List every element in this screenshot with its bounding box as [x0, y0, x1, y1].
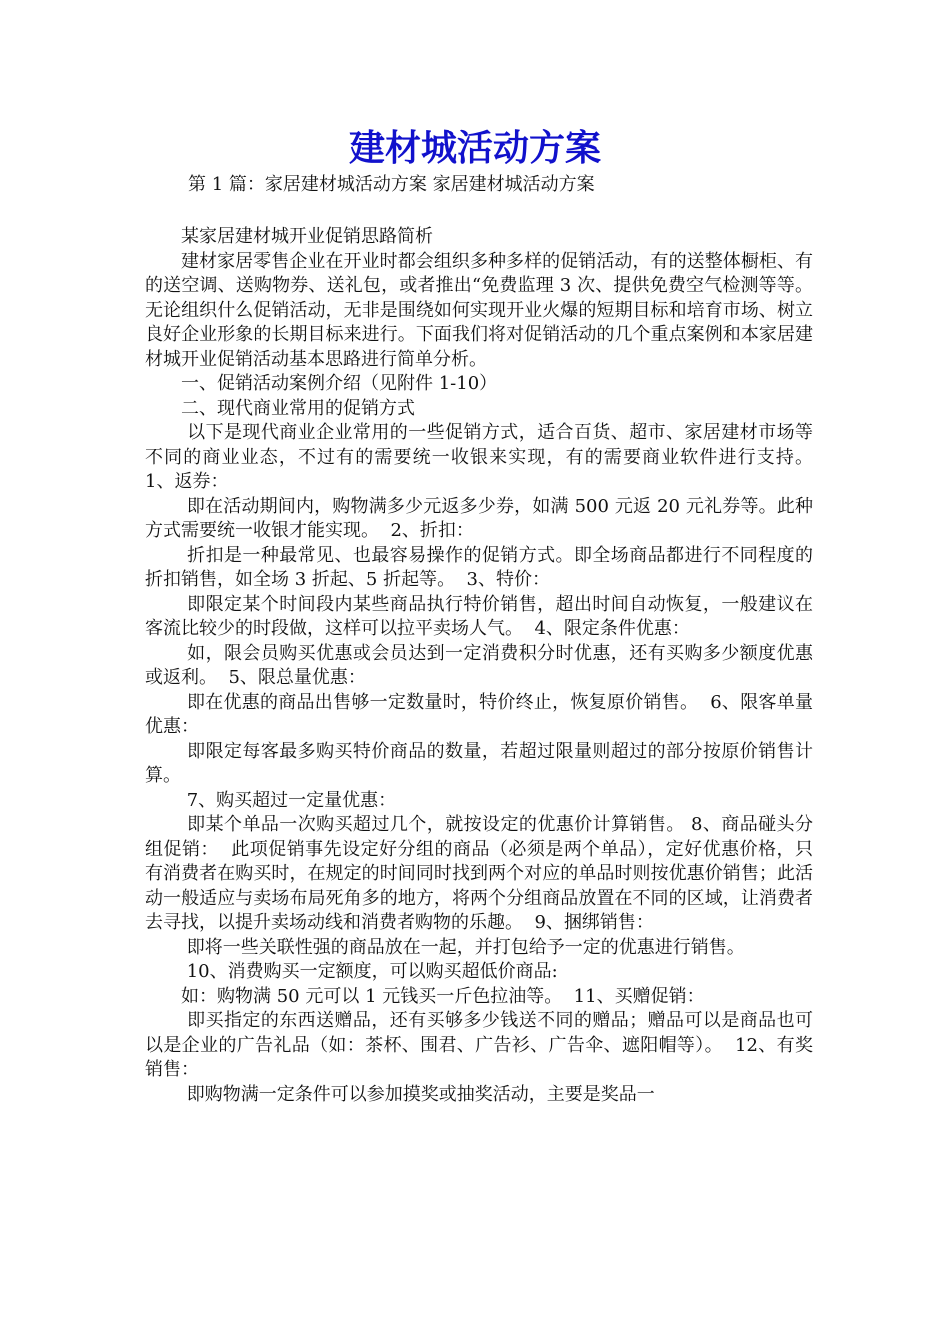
paragraph: 即限定每客最多购买特价商品的数量，若超过限量则超过的部分按原价销售计算。: [145, 740, 813, 786]
paragraph: 以下是现代商业企业常用的一些促销方式，适合百货、超市、家居建材市场等不同的商业业态，不过有的需要统一收银来实现，有的需要商业软件进行支持。 1、返券：: [145, 422, 825, 492]
document-subtitle: 第 1 篇：家居建材城活动方案 家居建材城活动方案: [188, 174, 595, 195]
paragraph: 某家居建材城开业促销思路简析: [181, 226, 433, 247]
paragraph: 即将一些关联性强的商品放在一起，并打包给予一定的优惠进行销售。: [181, 936, 745, 958]
paragraph: 10、消费购买一定额度，可以购买超低价商品:: [181, 961, 558, 982]
paragraph: 即在活动期间内，购物满多少元返多少券，如满 500 元返 20 元礼券等。此种方式需要统一收银才能实现。 2、折扣：: [145, 495, 813, 541]
paragraph: 一、促销活动案例介绍（见附件 1-10）: [181, 373, 498, 394]
paragraph: 如：购物满 50 元可以 1 元钱买一斤色拉油等。 11、买赠促销：: [181, 985, 705, 1007]
paragraph: 7、购买超过一定量优惠：: [181, 789, 397, 811]
paragraph: 即某个单品一次购买超过几个，就按设定的优惠价计算销售。 8、商品碰头分组促销： 此项促销事先设定好分组的商品（必须是两个单品），定好优惠价格，只有消费者在购买时，在规定的时间同时找到两个对应的单品时则按优惠价销售；此活动一般适应与卖场布局死角多的地方，将两个分组商品放置在不同的区域，让消费者去寻找，以提升卖场动线和消费者购物的乐趣。 9、捆绑销售：: [145, 814, 813, 933]
paragraph: 折扣是一种最常见、也最容易操作的促销方式。即全场商品都进行不同程度的折扣销售，如全场 3 折起、5 折起等。 3、特价：: [145, 544, 813, 590]
paragraph: 如，限会员购买优惠或会员达到一定消费积分时优惠，还有买购多少额度优惠或返利。 5、限总量优惠：: [145, 642, 813, 688]
paragraph: 二、现代商业常用的促销方式: [181, 397, 415, 419]
paragraph: 即在优惠的商品出售够一定数量时，特价终止，恢复原价销售。 6、限客单量优惠：: [145, 691, 813, 737]
document-body: [145, 225, 825, 1107]
document-title: 建材城活动方案: [348, 128, 601, 169]
paragraph: 即购物满一定条件可以参加摸奖或抽奖活动，主要是奖品一: [181, 1083, 655, 1105]
paragraph: 建材家居零售企业在开业时都会组织多种多样的促销活动，有的送整体橱柜、有的送空调、送购物券、送礼包，或者推出“免费监理 3 次、提供免费空气检测等等。无论组织什么促销活动，无非是围绕如何实现开业火爆的短期目标和培育市场、树立良好企业形象的长期目标来进行。下面我们将对促销活动的几个重点案例和本家居建材城开业促销活动基本思路进行简单分析。: [145, 250, 813, 370]
paragraph: 即限定某个时间段内某些商品执行特价销售，超出时间自动恢复，一般建议在客流比较少的时段做，这样可以拉平卖场人气。 4、限定条件优惠：: [145, 593, 813, 639]
paragraph: 即买指定的东西送赠品，还有买够多少钱送不同的赠品；赠品可以是商品也可以是企业的广告礼品（如：茶杯、围君、广告衫、广告伞、遮阳帽等）。 12、有奖销售：: [145, 1010, 813, 1080]
